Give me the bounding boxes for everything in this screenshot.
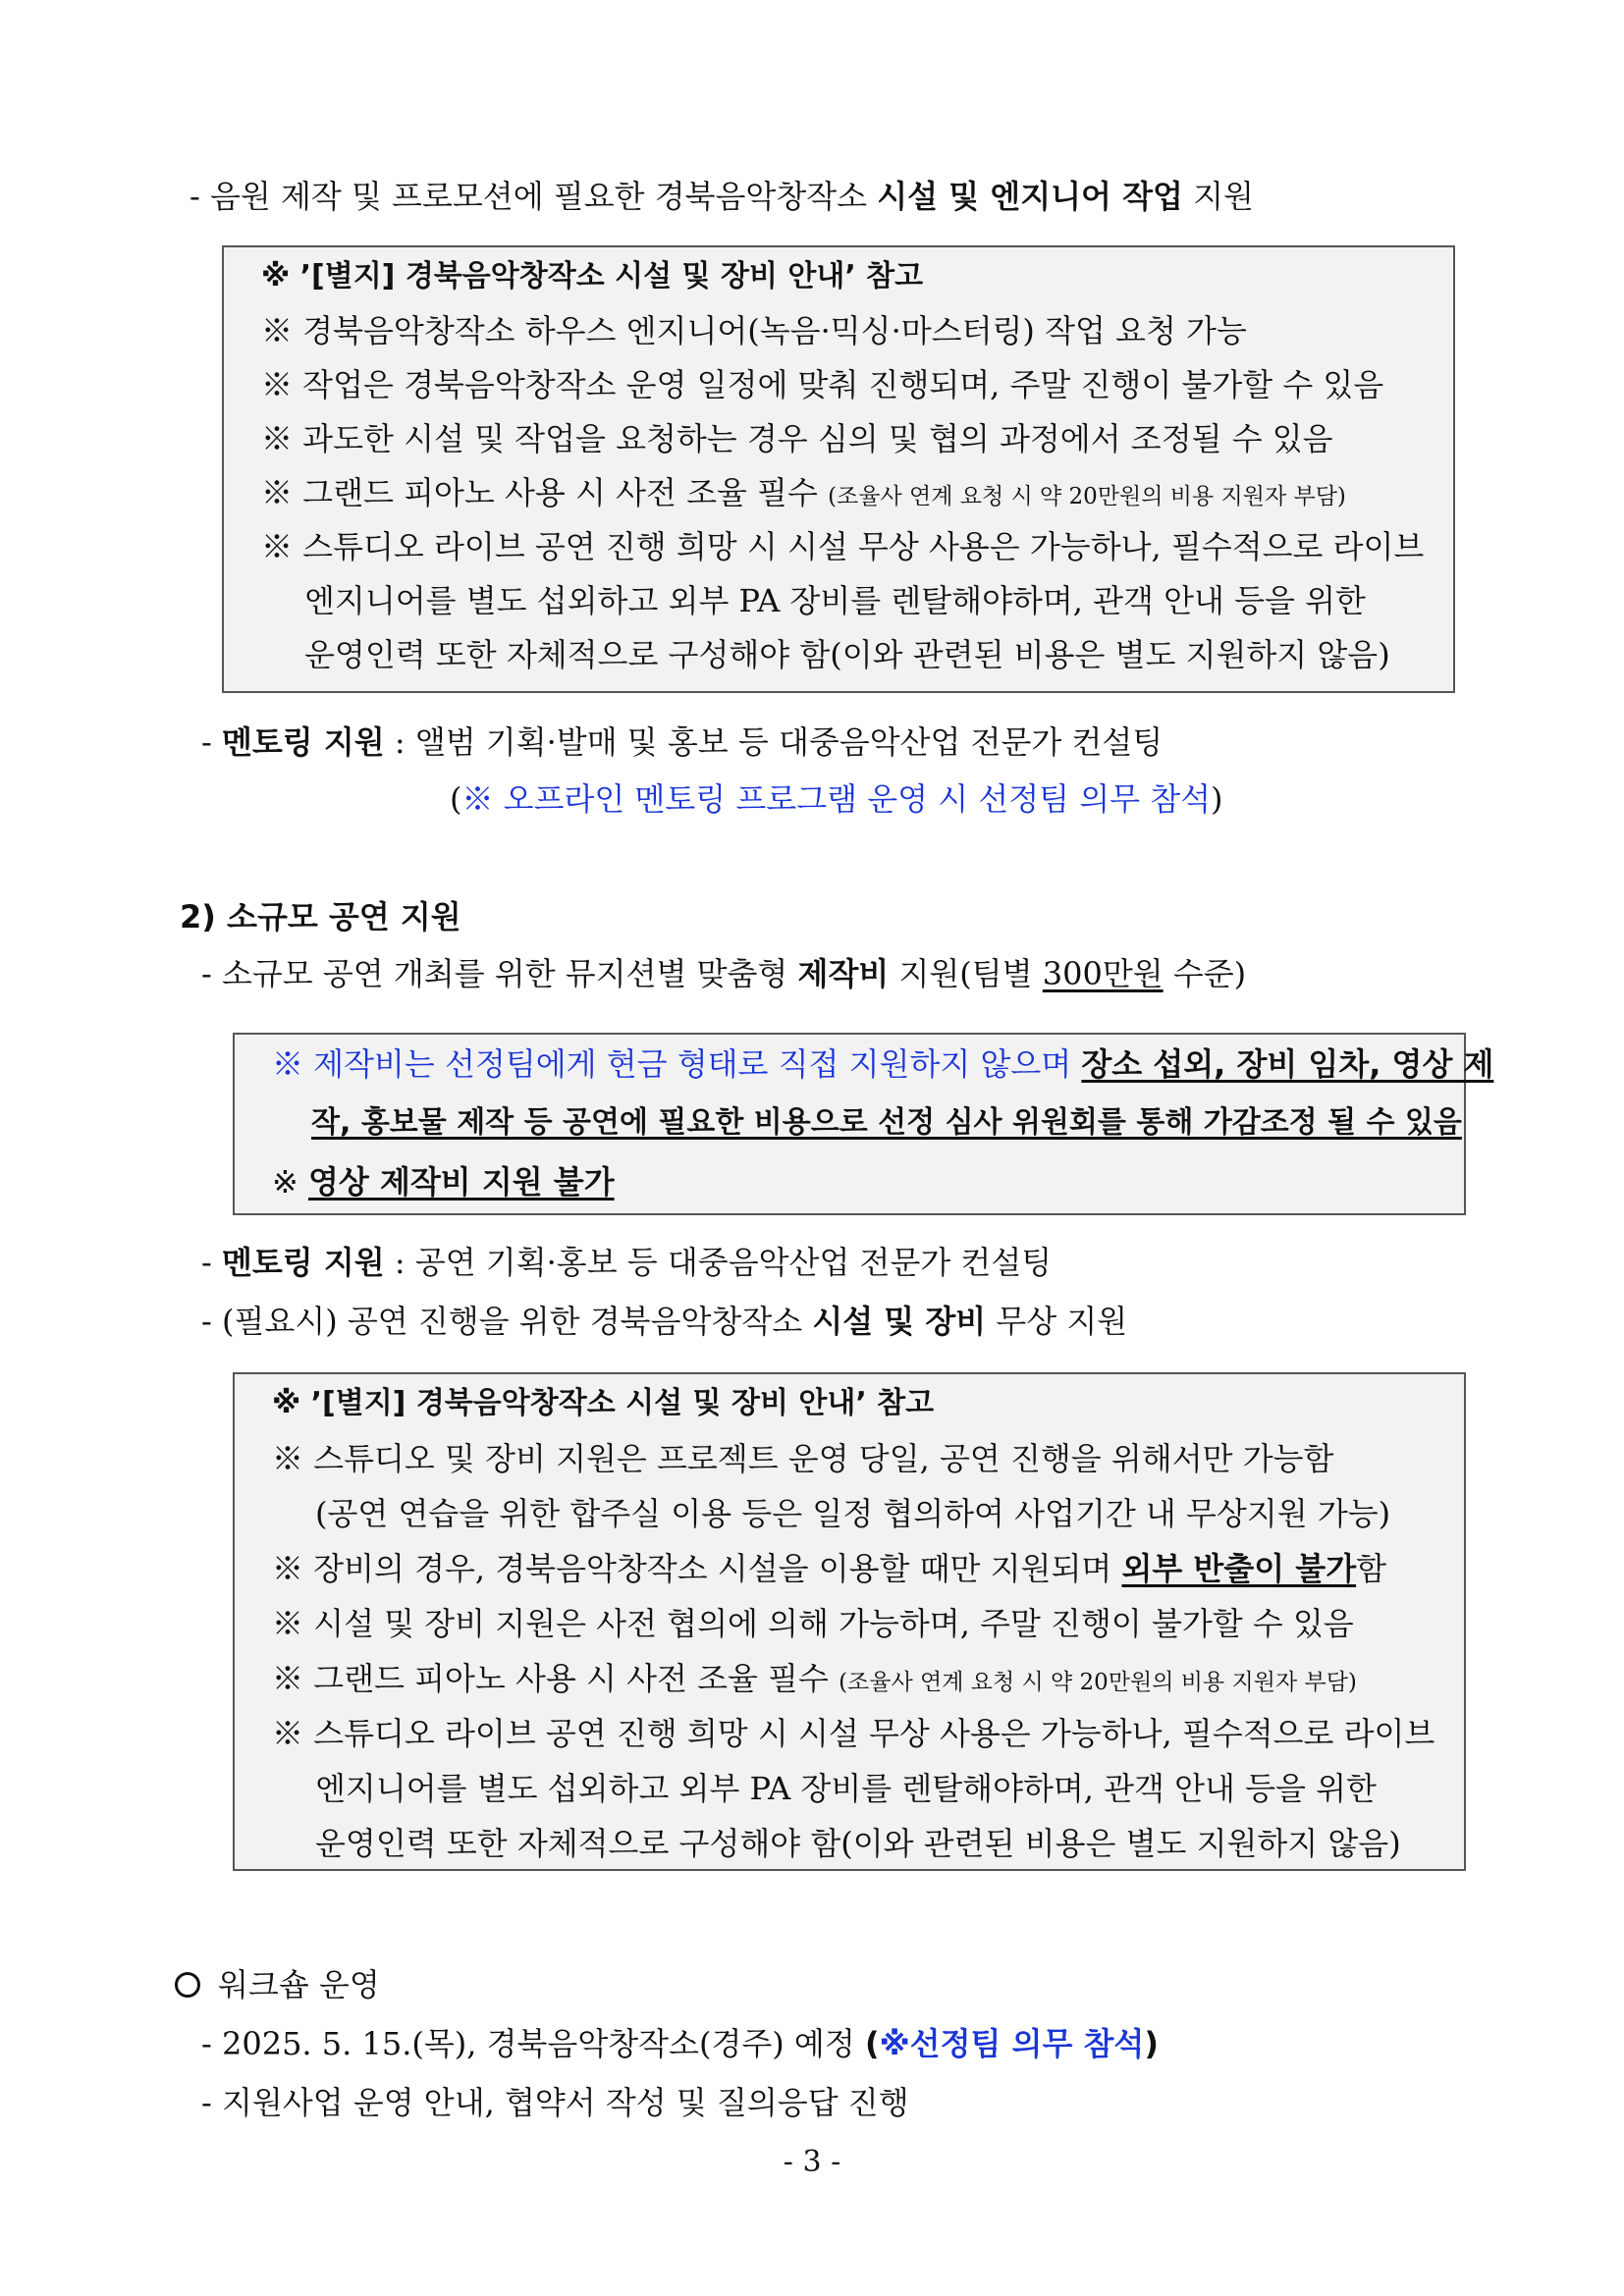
adjustment-note: ※ 과도한 시설 및 작업을 요청하는 경우 심의 및 협의 과정에서 조정될 수 있음 bbox=[261, 420, 1333, 457]
piano-tuning-note-2: ※ 그랜드 피아노 사용 시 사전 조율 필수 (조율사 연계 요청 시 약 20만원의 비용 지원자 부담) bbox=[272, 1660, 1357, 1697]
mentoring-attendance-note: (※ 오프라인 멘토링 프로그램 운영 시 선정팀 의무 참석) bbox=[450, 780, 1223, 818]
workshop-content-line: - 지원사업 운영 안내, 협약서 작성 및 질의응답 진행 bbox=[201, 2084, 909, 2121]
live-performance-note-6: 운영인력 또한 자체적으로 구성해야 함(이와 관련된 비용은 별도 지원하지 않음) bbox=[315, 1825, 1401, 1862]
mentoring-support-line: - 멘토링 지원 : 앨범 기획·발매 및 홍보 등 대중음악산업 전문가 컨설팅 bbox=[201, 723, 1164, 761]
production-support-line: - 음원 제작 및 프로모션에 필요한 경북음악창작소 시설 및 엔지니어 작업 지원 bbox=[189, 178, 1254, 215]
workshop-heading: 워크숍 운영 bbox=[175, 1963, 380, 2006]
live-performance-note-2: 엔지니어를 별도 섭외하고 외부 PA 장비를 렌탈해야하며, 관객 안내 등을 위한 bbox=[304, 582, 1366, 619]
live-performance-note-3: 운영인력 또한 자체적으로 구성해야 함(이와 관련된 비용은 별도 지원하지 않음) bbox=[304, 636, 1390, 673]
live-performance-note-4: ※ 스튜디오 라이브 공연 진행 희망 시 시설 무상 사용은 가능하나, 필수적으로 라이브 bbox=[272, 1715, 1435, 1752]
studio-support-note: ※ 스튜디오 및 장비 지원은 프로젝트 운영 당일, 공연 진행을 위해서만 가능함 bbox=[272, 1440, 1334, 1477]
production-cost-notes-box bbox=[233, 1033, 1494, 1215]
circle-bullet-icon bbox=[175, 1972, 200, 1998]
appendix-reference-note-2: ※ ’[별지] 경북음악창작소 시설 및 장비 안내’ 참고 bbox=[272, 1386, 935, 1420]
cash-support-note-2: 작, 홍보물 제작 등 공연에 필요한 비용으로 선정 심사 위원회를 통해 가감조정 될 수 있음 bbox=[311, 1105, 1462, 1140]
concert-facility-notes-box bbox=[233, 1372, 1466, 1871]
cash-support-note-1: ※ 제작비는 선정팀에게 현금 형태로 직접 지원하지 않으며 장소 섭외, 장비 임차, 영상 제 bbox=[272, 1045, 1494, 1083]
workshop-date-line: - 2025. 5. 15.(목), 경북음악창작소(경주) 예정 (※선정팀 의무 참석) bbox=[201, 2025, 1159, 2062]
video-cost-note: ※ 영상 제작비 지원 불가 bbox=[272, 1163, 615, 1201]
equipment-export-note: ※ 장비의 경우, 경북음악창작소 시설을 이용할 때만 지원되며 외부 반출이 불가함 bbox=[272, 1550, 1387, 1587]
engineer-request-note: ※ 경북음악창작소 하우스 엔지니어(녹음·믹싱·마스터링) 작업 요청 가능 bbox=[261, 312, 1247, 349]
rehearsal-room-note: (공연 연습을 위한 합주실 이용 등은 일정 협의하여 사업기간 내 무상지원 가능) bbox=[315, 1495, 1391, 1532]
section-heading-small-concert: 2) 소규모 공연 지원 bbox=[180, 898, 461, 935]
live-performance-note-1: ※ 스튜디오 라이브 공연 진행 희망 시 시설 무상 사용은 가능하나, 필수적으로 라이브 bbox=[261, 528, 1425, 565]
page-number: - 3 - bbox=[783, 2145, 841, 2179]
piano-tuning-note: ※ 그랜드 피아노 사용 시 사전 조율 필수 (조율사 연계 요청 시 약 20만원의 비용 지원자 부담) bbox=[261, 474, 1346, 511]
appendix-reference-note: ※ ’[별지] 경북음악창작소 시설 및 장비 안내’ 참고 bbox=[261, 259, 924, 294]
concert-mentoring-line: - 멘토링 지원 : 공연 기획·홍보 등 대중음악산업 전문가 컨설팅 bbox=[201, 1244, 1053, 1281]
facility-notes-box bbox=[222, 245, 1455, 693]
concert-facility-line: - (필요시) 공연 진행을 위한 경북음악창작소 시설 및 장비 무상 지원 bbox=[201, 1303, 1128, 1340]
prior-consultation-note: ※ 시설 및 장비 지원은 사전 협의에 의해 가능하며, 주말 진행이 불가할 수 있음 bbox=[272, 1605, 1354, 1642]
production-cost-line: - 소규모 공연 개최를 위한 뮤지션별 맞춤형 제작비 지원(팀별 300만원 수준) bbox=[201, 955, 1247, 992]
schedule-note: ※ 작업은 경북음악창작소 운영 일정에 맞춰 진행되며, 주말 진행이 불가할 수 있음 bbox=[261, 366, 1384, 403]
live-performance-note-5: 엔지니어를 별도 섭외하고 외부 PA 장비를 렌탈해야하며, 관객 안내 등을 위한 bbox=[315, 1770, 1377, 1807]
